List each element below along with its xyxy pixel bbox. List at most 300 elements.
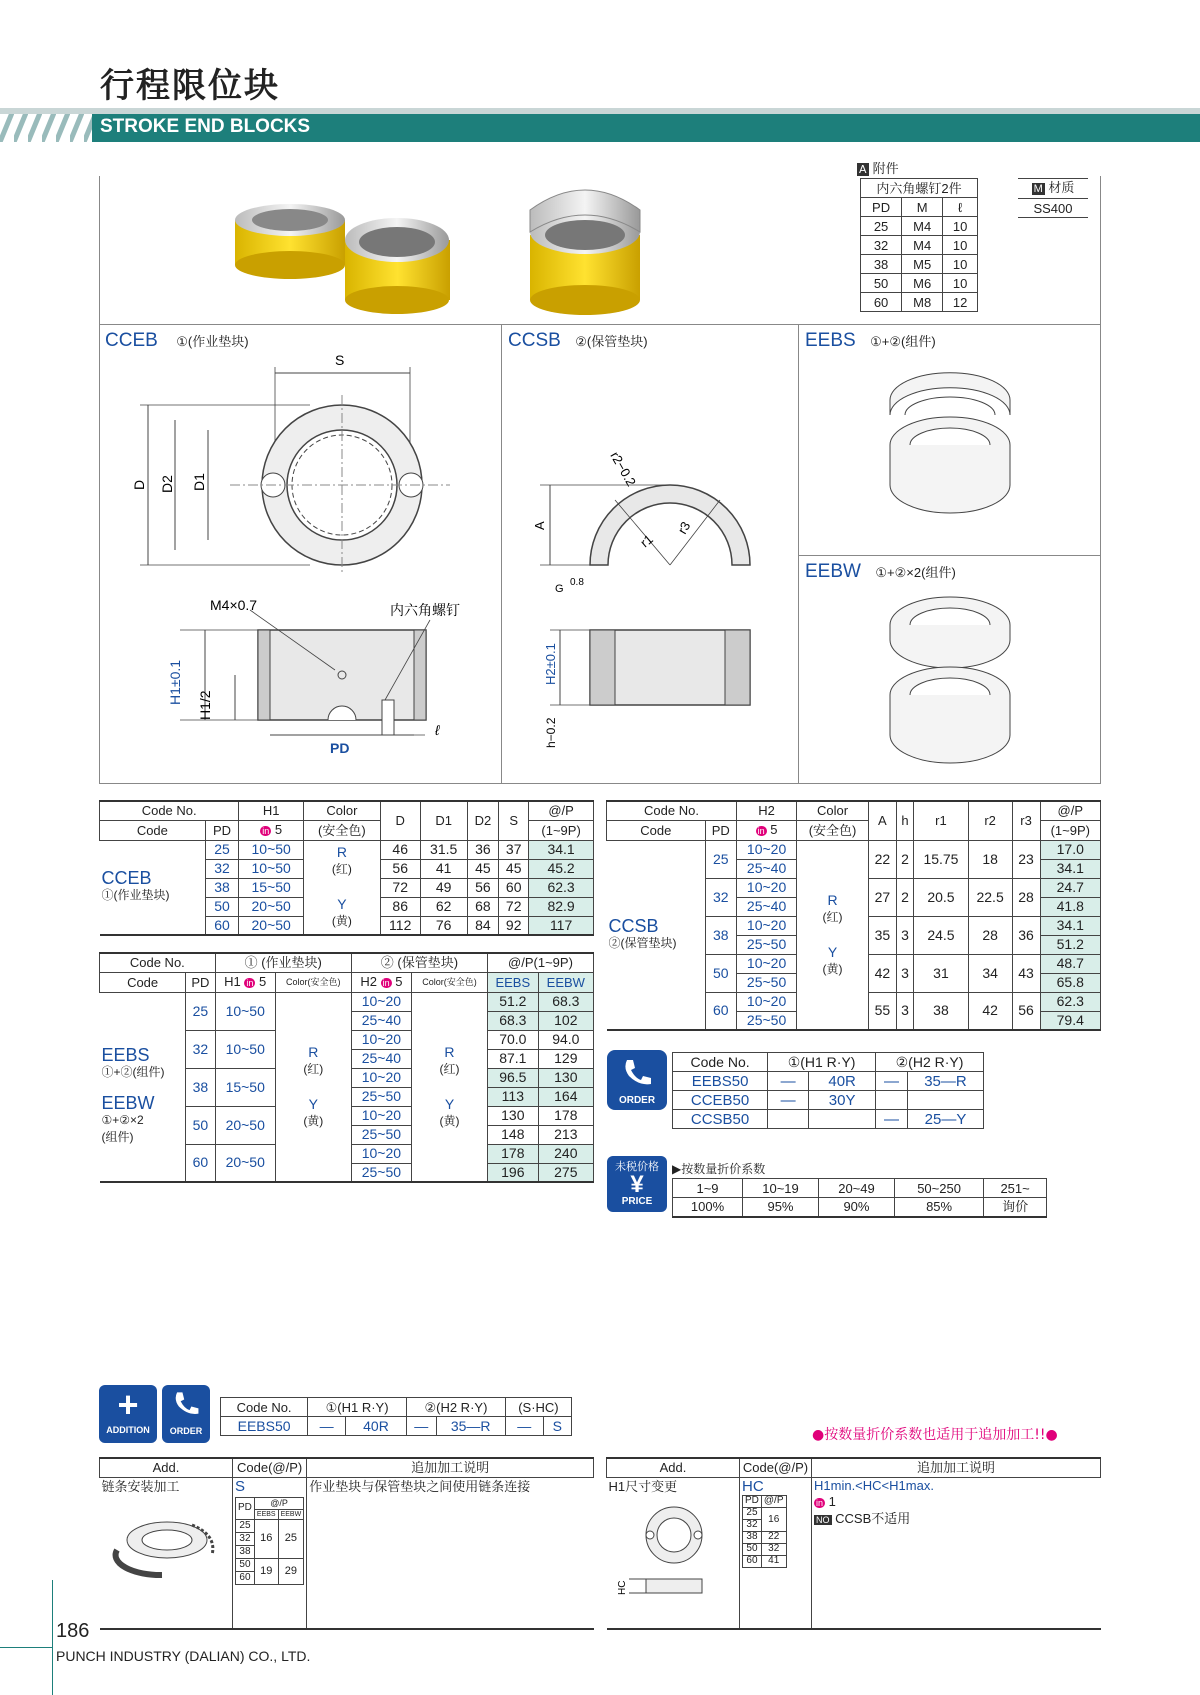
price-table: [672, 1178, 1047, 1218]
addition-note: ●按数量折价系数也适用于追加加工!!●: [812, 1427, 1058, 1443]
hc-range: H1min.<HC<H1max.: [814, 1477, 934, 1493]
col-header: Color: [303, 801, 380, 820]
price-eebw: 129: [538, 1049, 593, 1068]
pd-label: PD: [330, 740, 350, 756]
cell: —: [768, 1091, 809, 1110]
color-y: Y: [308, 1095, 318, 1112]
price: 34.1: [529, 840, 594, 859]
h1: 10~50: [239, 840, 304, 859]
col-header: Code No.: [607, 801, 737, 820]
sub-header: @/P: [254, 1497, 303, 1509]
col-header: Code(@/P): [740, 1458, 812, 1477]
addition-order-table: [220, 1397, 572, 1436]
cell: 12: [943, 293, 978, 312]
cell: 38: [861, 255, 902, 274]
col-header: (1~9P): [1040, 820, 1100, 840]
price-eebs: 87.1: [487, 1049, 538, 1068]
price-eebw: 240: [538, 1144, 593, 1163]
col-header: Color(安全色): [275, 972, 351, 992]
price-eebs: 96.5: [487, 1068, 538, 1087]
color-r-cn: (红): [331, 862, 352, 877]
order-badge-label: ORDER: [618, 1095, 656, 1106]
price: 79.4: [1040, 1011, 1100, 1030]
color-r-cn: (红): [439, 1061, 460, 1076]
price: 34.1: [1040, 916, 1100, 935]
price: 62.3: [529, 878, 594, 897]
cell: 3: [896, 916, 913, 954]
col-header: D2: [467, 801, 499, 840]
cell: 2: [896, 840, 913, 878]
price-eebw: 164: [538, 1087, 593, 1106]
sub-cell: 25: [743, 1507, 762, 1519]
cell: 40R: [345, 1417, 406, 1436]
eebw-desc: ①+②×2(组件): [875, 565, 956, 580]
qty: 50~250: [894, 1179, 983, 1198]
col-header: ①(H1 R·Y): [768, 1053, 876, 1072]
price-eebw: 178: [538, 1106, 593, 1125]
sub-cell: 60: [743, 1555, 762, 1567]
rate: 90%: [818, 1198, 894, 1217]
sub-cell: 32: [236, 1532, 255, 1545]
accessory-label: 附件: [872, 162, 899, 177]
cell: 42: [868, 954, 896, 992]
pd: 60: [205, 916, 239, 935]
color-r: R: [827, 891, 838, 908]
h2: 25~50: [351, 1087, 411, 1106]
in-icon: in: [757, 825, 765, 836]
cell: 34: [968, 954, 1012, 992]
cell: 18: [968, 840, 1012, 878]
sub-header: EEBS: [254, 1509, 278, 1519]
price: 24.7: [1040, 878, 1100, 897]
accessory-col: ℓ: [943, 198, 978, 217]
sub-cell: 19: [254, 1558, 278, 1584]
h2: 10~20: [351, 1030, 411, 1049]
cell: 62: [420, 897, 467, 916]
col-header: PD: [186, 972, 215, 992]
h2-tol-label: H2±0.1: [543, 643, 558, 685]
sub-header: PD: [743, 1495, 762, 1507]
dim-s: S: [335, 352, 345, 368]
cell: 56: [380, 859, 420, 878]
h1: 10~50: [215, 992, 275, 1030]
price-eebw: 68.3: [538, 992, 593, 1011]
price-eebs: 178: [487, 1144, 538, 1163]
cell: 49: [420, 878, 467, 897]
h2: 25~50: [736, 973, 796, 992]
col-header: ①(H1 R·Y): [308, 1398, 407, 1417]
h1: 20~50: [215, 1144, 275, 1182]
cell: 72: [380, 878, 420, 897]
sub-cell: 60: [236, 1571, 255, 1584]
cell: —: [407, 1417, 436, 1436]
col-header: H2: [360, 973, 377, 989]
price-eebw: 102: [538, 1011, 593, 1030]
sub-cell: 16: [254, 1519, 278, 1558]
ccsb-code: CCSB: [508, 330, 561, 351]
col-header: 5: [274, 821, 283, 837]
price: 34.1: [1040, 859, 1100, 878]
addition-badge-label: ADDITION: [106, 1425, 150, 1435]
cell: —: [768, 1072, 809, 1091]
col-header: Code: [100, 972, 186, 992]
order-badge: [607, 1050, 667, 1110]
sub-cell: 25: [278, 1519, 304, 1558]
order-code: EEBS50: [673, 1072, 768, 1091]
eebs-desc: ①+②(组件): [870, 334, 936, 349]
col-header: Code No.: [673, 1053, 768, 1072]
col-header: (安全色): [303, 820, 380, 840]
col-header: Color(安全色): [411, 972, 487, 992]
price: 82.9: [529, 897, 594, 916]
code-cceb: CCEB: [101, 868, 152, 889]
pd: 25: [205, 840, 239, 859]
cell: 45: [467, 859, 499, 878]
cell: 60: [499, 878, 529, 897]
pd: 60: [705, 992, 736, 1030]
footer-line: [52, 1580, 53, 1695]
h2: 10~20: [736, 916, 796, 935]
order-code: CCSB50: [673, 1110, 768, 1129]
h2: 10~20: [736, 954, 796, 973]
cell: 3: [896, 954, 913, 992]
material-badge: M: [1033, 183, 1043, 195]
cell: 10: [943, 274, 978, 293]
cell: 41: [420, 859, 467, 878]
cell: 35—R: [436, 1417, 505, 1436]
pd: 50: [186, 1106, 215, 1144]
sub-cell: 32: [743, 1519, 762, 1531]
col-header: (1~9P): [529, 820, 594, 840]
color-y-cn: (黄): [303, 1113, 324, 1128]
footer-hline: [0, 1647, 52, 1648]
h2: 10~20: [351, 992, 411, 1011]
color-r-cn: (红): [822, 909, 843, 924]
h1-tol-label: H1±0.1: [167, 659, 183, 705]
add-left-subtable: [235, 1497, 304, 1585]
price-badge: [607, 1156, 667, 1212]
rate: 95%: [743, 1198, 819, 1217]
cceb-desc: ①(作业垫块): [176, 334, 249, 349]
material-label: 材质: [1048, 180, 1075, 195]
cell: M4: [902, 236, 943, 255]
col-header: Code: [100, 820, 206, 840]
sub-header: @/P: [761, 1495, 786, 1507]
h2: 25~50: [351, 1125, 411, 1144]
color-y: Y: [444, 1095, 455, 1112]
ccsb-table: [606, 800, 1101, 1031]
cell: 10: [943, 255, 978, 274]
col-header: H1: [224, 973, 241, 989]
addition-badge: [99, 1385, 157, 1443]
pd: 50: [705, 954, 736, 992]
h2: 25~50: [351, 1163, 411, 1182]
addition-order-badge: [162, 1385, 210, 1443]
price: 117: [529, 916, 594, 935]
h1: 15~50: [239, 878, 304, 897]
h2: 10~20: [736, 840, 796, 859]
in-icon: in: [382, 977, 390, 988]
col-header: Code No.: [100, 953, 216, 972]
qty: 251~: [984, 1179, 1047, 1198]
m4-label: M4×0.7: [210, 597, 258, 613]
eebs-drawing: [880, 370, 1020, 520]
code-desc: ①+②(组件): [101, 1065, 165, 1080]
dim-d1: D1: [191, 473, 207, 491]
col-header: PD: [705, 820, 736, 840]
code-desc: ①(作业垫块): [101, 888, 170, 903]
h1: 10~50: [215, 1030, 275, 1068]
cell: 10: [943, 217, 978, 236]
price: 62.3: [1040, 992, 1100, 1011]
pd: 50: [205, 897, 239, 916]
sub-cell: 38: [236, 1545, 255, 1558]
col-header: Code No.: [221, 1398, 308, 1417]
in-icon: in: [246, 977, 254, 988]
h1-half-label: H1/2: [197, 690, 213, 720]
rate: 100%: [673, 1198, 743, 1217]
col-header: S: [499, 801, 529, 840]
col-header: ②(H2 R·Y): [407, 1398, 506, 1417]
color-y-cn: (黄): [331, 914, 352, 929]
h1: 20~50: [239, 897, 304, 916]
h1: 20~50: [215, 1106, 275, 1144]
h2: 10~20: [736, 878, 796, 897]
sub-cell: 32: [761, 1543, 786, 1555]
col-header: Add.: [100, 1458, 233, 1477]
sub-cell: 50: [236, 1558, 255, 1571]
col-header: (安全色): [797, 820, 869, 840]
price: 65.8: [1040, 973, 1100, 992]
code-eebw: EEBW: [101, 1093, 155, 1114]
color-y-cn: (黄): [439, 1113, 460, 1128]
h2: 10~20: [351, 1144, 411, 1163]
cell: 38: [914, 992, 968, 1030]
cell: —: [505, 1417, 543, 1436]
order-code: CCEB50: [673, 1091, 768, 1110]
a-label: A: [532, 521, 547, 530]
cell: 35—R: [907, 1072, 983, 1091]
r1-label: r1: [637, 531, 656, 551]
cell: 35: [868, 916, 896, 954]
page-number: 186: [56, 1620, 90, 1642]
cell: 24.5: [914, 916, 968, 954]
cell: 30Y: [809, 1091, 876, 1110]
phone-icon: [619, 1054, 655, 1090]
col-header: h: [896, 801, 913, 840]
cceb-drawing: [130, 345, 470, 765]
col-header: A: [868, 801, 896, 840]
col-header: 追加加工说明: [307, 1458, 594, 1477]
price: 45.2: [529, 859, 594, 878]
ccsb-drawing: [520, 420, 790, 760]
hc-illustration: [609, 1495, 729, 1605]
col-header: ② (保管垫块): [351, 953, 487, 972]
price-eebw: 94.0: [538, 1030, 593, 1049]
cell: M5: [902, 255, 943, 274]
cell: EEBS50: [221, 1417, 308, 1436]
col-header: ②(H2 R·Y): [876, 1053, 984, 1072]
color-r-cn: (红): [303, 1061, 324, 1076]
price: 41.8: [1040, 897, 1100, 916]
pd: 38: [705, 916, 736, 954]
cell: 36: [467, 840, 499, 859]
addition-order-label: ORDER: [169, 1426, 203, 1436]
cell: 15.75: [914, 840, 968, 878]
cell: 25—Y: [907, 1110, 983, 1129]
col-header: H2: [736, 801, 796, 820]
cell: 43: [1012, 954, 1040, 992]
rate: 询价: [984, 1198, 1047, 1217]
code-ccsb: CCSB: [608, 915, 659, 936]
col-header: EEBS: [487, 972, 538, 992]
cell: 28: [1012, 878, 1040, 916]
chain-illustration: [102, 1495, 222, 1585]
dim-d: D: [131, 479, 147, 490]
product-photo: [220, 170, 660, 320]
color-r: R: [444, 1043, 455, 1060]
page-title: 行程限位块: [100, 66, 280, 106]
cell: 20.5: [914, 878, 968, 916]
color-r: R: [308, 1043, 319, 1060]
ell-label: ℓ: [435, 722, 440, 738]
sub-cell: 29: [278, 1558, 304, 1584]
price-eebw: 213: [538, 1125, 593, 1144]
cell: 25: [861, 217, 902, 236]
qty: 1~9: [673, 1179, 743, 1198]
h2: 25~50: [736, 935, 796, 954]
order-table: [672, 1052, 984, 1129]
price-eebw: 275: [538, 1163, 593, 1182]
color-r: R: [336, 844, 347, 861]
add-code: S: [235, 1477, 246, 1495]
sub-cell: 16: [761, 1507, 786, 1531]
pd: 32: [705, 878, 736, 916]
col-header: r3: [1012, 801, 1040, 840]
cell: 50: [861, 274, 902, 293]
g-value: 0.8: [570, 577, 584, 588]
screw-label: 内六角螺钉: [390, 602, 460, 618]
price-label: ▶按数量折价系数: [672, 1162, 766, 1176]
pd: 32: [205, 859, 239, 878]
cell: 32: [861, 236, 902, 255]
cell: M8: [902, 293, 943, 312]
pd: 25: [186, 992, 215, 1030]
accessory-badge: A: [859, 163, 867, 176]
color-y: Y: [827, 943, 838, 960]
cell: M4: [902, 217, 943, 236]
col-header: 5: [259, 973, 267, 989]
cell: 72: [499, 897, 529, 916]
qty: 20~49: [818, 1179, 894, 1198]
h2: 25~50: [736, 1011, 796, 1030]
h2: 25~40: [736, 897, 796, 916]
pd: 60: [186, 1144, 215, 1182]
col-header: D: [380, 801, 420, 840]
col-header: (S·HC): [505, 1398, 571, 1417]
col-header: Code(@/P): [233, 1458, 307, 1477]
pd: 32: [186, 1030, 215, 1068]
eebw-drawing: [880, 590, 1020, 770]
cell: 37: [499, 840, 529, 859]
g-label: G: [555, 583, 564, 595]
cell: 22.5: [968, 878, 1012, 916]
phone-icon: [170, 1385, 202, 1421]
cell: —: [876, 1072, 908, 1091]
add-name: 链条安装加工: [101, 1478, 180, 1494]
accessory-caption: 内六角螺钉2件: [861, 179, 978, 198]
sub-cell: 22: [761, 1531, 786, 1543]
pd: 38: [205, 878, 239, 897]
plus-icon: +: [117, 1384, 139, 1425]
sub-cell: 25: [236, 1519, 255, 1532]
page-subtitle: STROKE END BLOCKS: [100, 116, 311, 137]
cell: 46: [380, 840, 420, 859]
h2: 10~20: [736, 992, 796, 1011]
cceb-table: [99, 800, 594, 936]
material-table: [1018, 178, 1088, 218]
h1: 10~50: [239, 859, 304, 878]
cell: 2: [896, 878, 913, 916]
price-eebs: 70.0: [487, 1030, 538, 1049]
col-header: @/P: [1040, 801, 1100, 820]
h2: 25~40: [351, 1011, 411, 1030]
sub-cell: 38: [743, 1531, 762, 1543]
cell: 112: [380, 916, 420, 935]
cell: —: [308, 1417, 346, 1436]
cell: 56: [467, 878, 499, 897]
price-eebs: 148: [487, 1125, 538, 1144]
eebs-table: [99, 952, 594, 1183]
accessory-col: M: [902, 198, 943, 217]
cell: 40R: [809, 1072, 876, 1091]
cell: 86: [380, 897, 420, 916]
cell: 45: [499, 859, 529, 878]
price: 17.0: [1040, 840, 1100, 859]
cell: [876, 1091, 908, 1110]
yen-icon: ¥: [630, 1171, 644, 1198]
add-left-table: [99, 1457, 594, 1630]
accessory-col: PD: [861, 198, 902, 217]
h-label: h−0.2: [544, 717, 558, 748]
price-eebs: 68.3: [487, 1011, 538, 1030]
accessory-heading: [857, 158, 899, 177]
rate: 85%: [894, 1198, 983, 1217]
pd: 38: [186, 1068, 215, 1106]
h2: 10~20: [351, 1106, 411, 1125]
price-eebw: 130: [538, 1068, 593, 1087]
cell: 84: [467, 916, 499, 935]
cell: 76: [420, 916, 467, 935]
col-header: 追加加工说明: [812, 1458, 1101, 1477]
sub-cell: 50: [743, 1543, 762, 1555]
cell: —: [876, 1110, 908, 1129]
col-header: @/P: [529, 801, 594, 820]
price-eebs: 51.2: [487, 992, 538, 1011]
cell: 23: [1012, 840, 1040, 878]
add-name: H1尺寸变更: [608, 1478, 678, 1494]
hc-note: CCSB不适用: [835, 1510, 911, 1526]
col-header: r1: [914, 801, 968, 840]
add-code: HC: [742, 1477, 764, 1495]
price-eebs: 196: [487, 1163, 538, 1182]
col-header: D1: [420, 801, 467, 840]
cell: 42: [968, 992, 1012, 1030]
h2: 25~40: [736, 859, 796, 878]
price-badge-top: 未税价格: [615, 1161, 659, 1173]
add-desc: 作业垫块与保管垫块之间使用链条连接: [307, 1477, 594, 1629]
h2: 10~20: [351, 1068, 411, 1087]
